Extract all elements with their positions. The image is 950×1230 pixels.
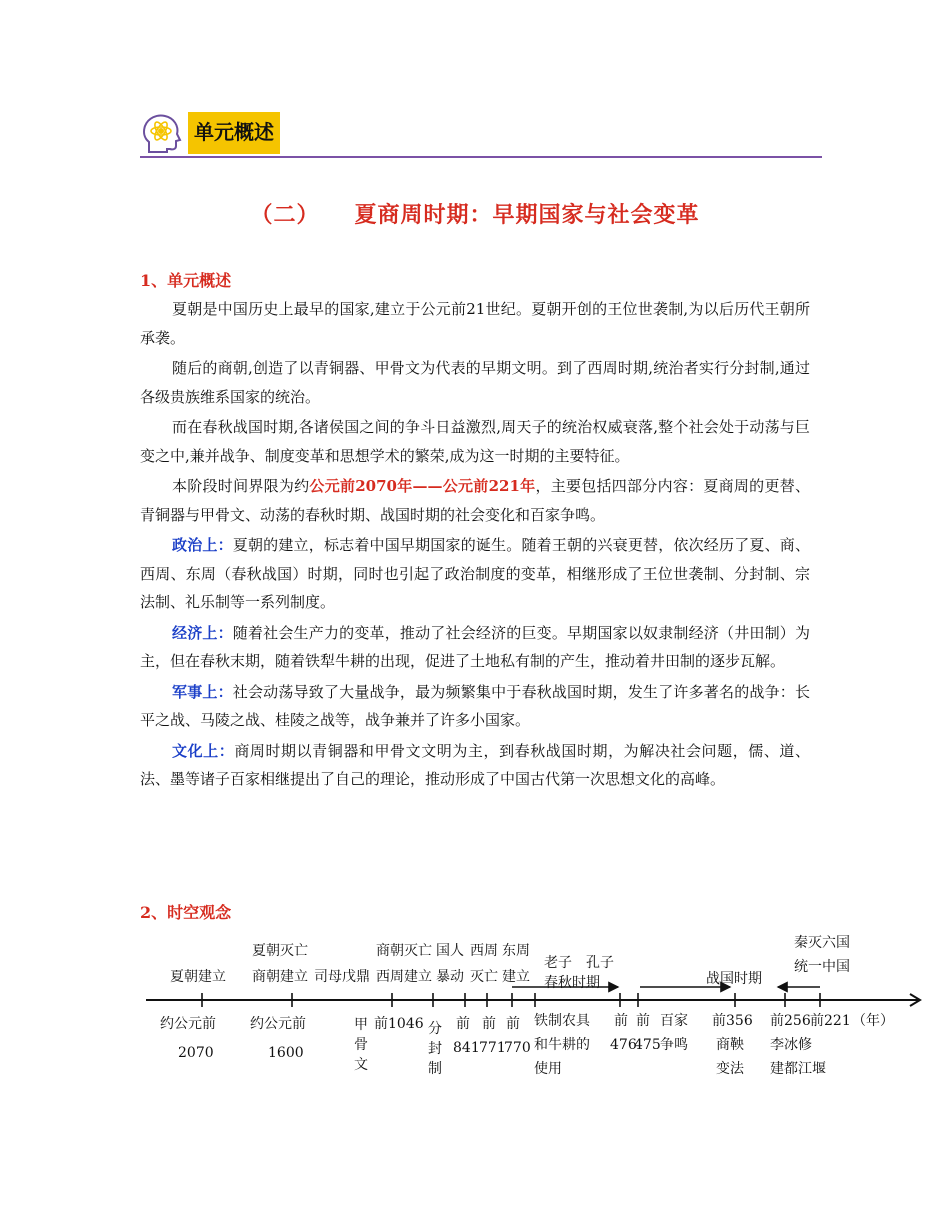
date-841: 841	[453, 1040, 480, 1056]
label-shangyang-1: 商鞅	[716, 1037, 744, 1053]
label-ez-2: 建立	[502, 969, 530, 985]
label-shangyang-2: 变法	[716, 1061, 744, 1077]
paragraph-military	[140, 678, 810, 735]
unit-header	[140, 110, 822, 158]
label-laozi: 老子	[544, 955, 572, 971]
section-heading-timeline: 2、时空观念	[140, 903, 232, 922]
header-label: 单元概述	[188, 112, 280, 154]
text: 商周时期以青铜器和甲骨文文明为主，到春秋战国时期，为解决社会问题，儒、道、法、墨等诸子百家相继提出了自己的理论，推动形成了中国古代第一次思想文化的高峰。	[140, 741, 810, 788]
label-western-zhou-founded: 西周建立	[376, 969, 432, 985]
politics-label: 政治上：	[172, 536, 233, 554]
date-1600-1: 约公元前	[250, 1016, 306, 1032]
paragraph-culture	[140, 737, 810, 794]
timeline-diagram	[140, 925, 930, 1095]
label-baijia-2: 争鸣	[660, 1037, 688, 1053]
label-fengjian-1: 分	[428, 1021, 442, 1037]
label-iron-1: 铁制农具	[534, 1013, 590, 1029]
label-oracle-3: 文	[354, 1057, 368, 1073]
section-heading-overview: 1、单元概述	[140, 271, 232, 290]
paragraph: 随后的商朝,创造了以青铜器、甲骨文为代表的早期文明。到了西周时期,统治者实行分封制,通过各级贵族维系国家的统治。	[140, 359, 810, 406]
date-221: 前221	[810, 1013, 851, 1029]
date-prefix-771: 前	[482, 1016, 496, 1032]
paragraph-timespan	[140, 472, 810, 529]
label-chunqiu: 春秋时期	[544, 975, 600, 991]
timespan-highlight: 公元前2070年——公元前221年	[309, 477, 536, 495]
culture-label: 文化上：	[172, 741, 235, 760]
date-771: 771	[479, 1040, 506, 1056]
axis-unit: （年）	[852, 1013, 894, 1029]
page-title: （二） 夏商周时期：早期国家与社会变革	[250, 202, 700, 228]
date-1600-2: 1600	[268, 1045, 304, 1061]
paragraph: 夏朝是中国历史上最早的国家,建立于公元前21世纪。夏朝开创的王位世袭制,为以后历代王朝所承袭。	[140, 300, 810, 347]
label-kongzi: 孔子	[586, 955, 614, 971]
head-atom-icon	[140, 112, 184, 156]
label-xia-founded: 夏朝建立	[170, 969, 226, 985]
military-label: 军事上：	[172, 682, 233, 701]
paragraph-politics	[140, 531, 810, 617]
label-simuwu: 司母戊鼎	[314, 969, 370, 985]
label-oracle-1: 甲	[354, 1017, 368, 1033]
date-prefix-475: 前	[636, 1013, 650, 1029]
date-2070-1: 约公元前	[160, 1016, 216, 1032]
label-riot-2: 暴动	[436, 969, 464, 985]
paragraph: 而在春秋战国时期,各诸侯国之间的争斗日益激烈,周天子的统治权威衰落,整个社会处于动荡与巨变之中,兼并战争、制度变革和思想学术的繁荣,成为这一时期的主要特征。	[140, 418, 810, 465]
paragraph-economy	[140, 619, 810, 676]
label-fengjian-3: 制	[428, 1061, 442, 1077]
text: ，主要包括四部分内容：夏商周的更替、青铜器与甲骨文、动荡的春秋时期、战国时期的社会变化和百家争鸣。	[140, 477, 810, 524]
date-476: 476	[610, 1037, 637, 1053]
label-libing-2: 建都江堰	[770, 1061, 826, 1077]
label-wz-fall-1: 西周	[470, 943, 498, 959]
date-475: 475	[634, 1037, 661, 1053]
label-xia-fall: 夏朝灭亡	[252, 943, 308, 959]
label-libing-1: 李冰修	[770, 1037, 812, 1053]
label-wz-fall-2: 灭亡	[470, 969, 498, 985]
label-fengjian-2: 封	[428, 1041, 442, 1057]
label-oracle-2: 骨	[354, 1037, 368, 1053]
date-256: 前256	[770, 1013, 811, 1029]
label-iron-3: 使用	[534, 1061, 562, 1077]
label-baijia-1: 百家	[660, 1013, 688, 1029]
overview-body	[140, 295, 810, 796]
date-prefix-770: 前	[506, 1016, 520, 1032]
label-qin-2: 统一中国	[794, 959, 850, 975]
date-prefix-476: 前	[614, 1013, 628, 1029]
label-riot-1: 国人	[436, 943, 464, 959]
text: 本阶段时间界限为约	[172, 477, 310, 495]
economy-label: 经济上：	[172, 623, 233, 642]
label-iron-2: 和牛耕的	[534, 1037, 590, 1053]
text: 随着社会生产力的变革，推动了社会经济的巨变。早期国家以奴隶制经济（井田制）为主，但在春秋末期，随着铁犁牛耕的出现，促进了土地私有制的产生，推动着井田制的逐步瓦解。	[140, 623, 810, 670]
text: 夏朝的建立，标志着中国早期国家的诞生。随着王朝的兴衰更替，依次经历了夏、商、西周、东周（春秋战国）时期，同时也引起了政治制度的变革，相继形成了王位世袭制、分封制、宗法制、礼乐制等一系列制度。	[140, 536, 810, 611]
label-qin-1: 秦灭六国	[794, 935, 850, 951]
text: 社会动荡导致了大量战争，最为频繁集中于春秋战国时期，发生了许多著名的战争：长平之战、马陵之战、桂陵之战等，战争兼并了许多小国家。	[140, 682, 810, 729]
header-rule	[140, 156, 822, 158]
label-ez-1: 东周	[502, 943, 530, 959]
date-356: 前356	[712, 1013, 753, 1029]
date-prefix-841: 前	[456, 1016, 470, 1032]
label-shang-fall: 商朝灭亡	[376, 943, 432, 959]
label-zhanguo: 战国时期	[706, 971, 762, 987]
date-1046: 前1046	[374, 1016, 424, 1032]
label-shang-founded: 商朝建立	[252, 969, 308, 985]
date-2070-2: 2070	[178, 1045, 214, 1061]
date-770: 770	[504, 1040, 531, 1056]
